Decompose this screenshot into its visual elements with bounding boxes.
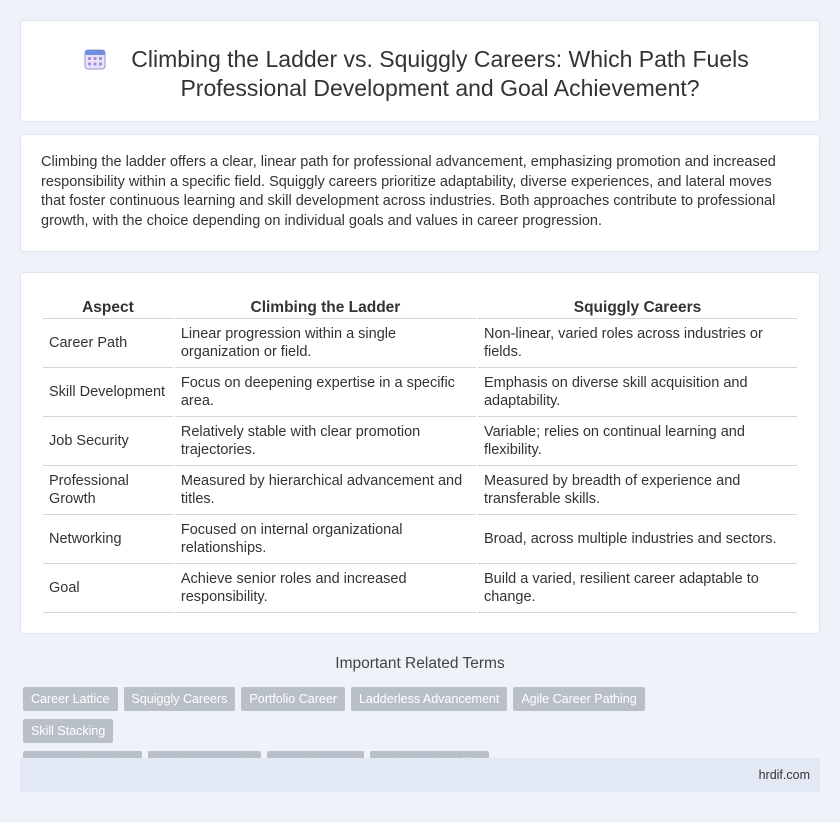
header-aspect: Aspect — [43, 297, 173, 319]
row-ladder: Linear progression within a single organization or field. — [175, 319, 476, 368]
row-aspect: Job Security — [43, 417, 173, 466]
table-row — [43, 466, 797, 515]
title-card — [20, 20, 820, 122]
table-header-row — [43, 297, 797, 319]
row-squiggly: Variable; relies on continual learning and flexibility. — [478, 417, 797, 466]
term-tag[interactable]: Ladderless Advancement — [351, 687, 507, 711]
row-squiggly: Measured by breadth of experience and transferable skills. — [478, 466, 797, 515]
row-aspect: Goal — [43, 564, 173, 613]
row-ladder: Focus on deepening expertise in a specific area. — [175, 368, 476, 417]
table-row — [43, 564, 797, 613]
term-tag[interactable]: Career Lattice — [23, 687, 118, 711]
term-tag[interactable]: Agile Career Pathing — [513, 687, 644, 711]
term-tag[interactable]: Squiggly Careers — [124, 687, 236, 711]
table-row — [43, 515, 797, 564]
term-tag[interactable]: Portfolio Career — [241, 687, 345, 711]
related-terms-title: Important Related Terms — [335, 655, 505, 672]
comparison-card — [20, 272, 820, 634]
row-squiggly: Non-linear, varied roles across industries or fields. — [478, 319, 797, 368]
row-aspect: Professional Growth — [43, 466, 173, 515]
table-row — [43, 368, 797, 417]
comparison-table — [41, 297, 799, 613]
row-ladder: Focused on internal organizational relationships. — [175, 515, 476, 564]
row-ladder: Achieve senior roles and increased responsibility. — [175, 564, 476, 613]
intro-paragraph: Climbing the ladder offers a clear, linear path for professional advancement, emphasizing promotion and increased responsibility within a specific field. Squiggly careers prioritize adaptability, diverse experiences, and lateral moves that foster continuous learning and skill development across industries. Both approaches contribute to professional growth, with the choice depending on individual goals and values in career progression. — [41, 154, 776, 230]
row-aspect: Skill Development — [43, 368, 173, 417]
header-squiggly: Squiggly Careers — [478, 297, 797, 319]
footer — [20, 758, 820, 792]
intro-card — [20, 134, 820, 252]
header-ladder: Climbing the Ladder — [175, 297, 476, 319]
row-ladder: Relatively stable with clear promotion trajectories. — [175, 417, 476, 466]
table-row — [43, 417, 797, 466]
footer-site-link[interactable]: hrdif.com — [758, 768, 810, 782]
row-aspect: Networking — [43, 515, 173, 564]
row-aspect: Career Path — [43, 319, 173, 368]
page-title: Climbing the Ladder vs. Squiggly Careers: Which Path Fuels Professional Development and Goal Achievement? — [131, 46, 749, 101]
row-squiggly: Emphasis on diverse skill acquisition and adaptability. — [478, 368, 797, 417]
row-ladder: Measured by hierarchical advancement and titles. — [175, 466, 476, 515]
row-squiggly: Broad, across multiple industries and sectors. — [478, 515, 797, 564]
row-squiggly: Build a varied, resilient career adaptable to change. — [478, 564, 797, 613]
table-row — [43, 319, 797, 368]
term-tag[interactable]: Skill Stacking — [23, 719, 113, 743]
